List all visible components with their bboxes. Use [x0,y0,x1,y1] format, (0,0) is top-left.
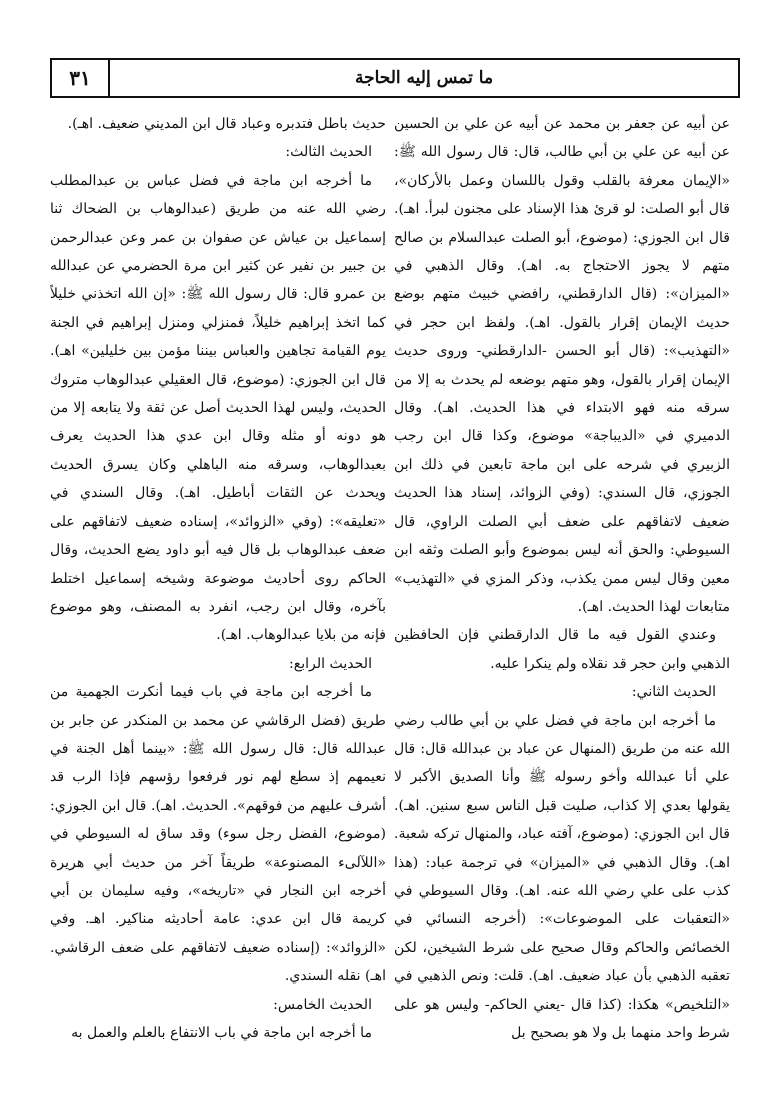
paragraph: ما أخرجه ابن ماجة في باب الانتفاع بالعلم والعمل به [71,1025,372,1041]
paragraph: وعندي القول فيه ما قال الدارقطني فإن الحافظين الذهبي وابن حجر قد نقلاه ولم ينكرا عليه. [394,627,730,672]
paragraph: حديث باطل فتدبره وعباد قال ابن المديني ضعيف. اهـ). [67,116,386,132]
section-heading: الحديث الخامس: [273,996,372,1013]
page-header [50,58,740,98]
section-heading: الحديث الثاني: [631,684,716,701]
paragraph: ما أخرجه ابن ماجة في باب فيما أنكرت الجهمية من طريق (فضل الرقاشي عن محمد بن المنكدر عن جابر بن عبدالله قال: قال رسول الله ﷺ: «بينما أهل الجنة في نعيمهم إذ سطع لهم نور فرفعوا رؤسهم فإذا الرب قد أشرف عليهم من فوقهم». الحديث. اهـ). قال ابن الجوزي: (موضوع، الفضل رجل سوء) وقد ساق له السيوطي في «اللآلىء المصنوعة» طريقاً آخر من حديث أبي هريرة أخرجه ابن النجار في «تاريخه»، وفيه سليمان بن أبي كريمة قال ابن عدي: عامة أحاديثه مناكير. اهـ. وفي «الزوائد»: (إسناده ضعيف لاتفاقهم على ضعف الرقاشي. اهـ) نقله السندي. [50,684,386,985]
section-heading: الحديث الثالث: [285,144,372,161]
section-heading: الحديث الرابع: [288,655,372,672]
left-column [50,110,386,1100]
running-title: ما تمس إليه الحاجة [354,68,494,88]
paragraph: ما أخرجه ابن ماجة في فضل عباس بن عبدالمطلب رضي الله عنه من طريق (عبدالوهاب بن الضحاك ثنا إسماعيل بن عياش عن صفوان بن عمر وعن عبدالرحمن بن جبير بن نفير عن كثير ابن مرة الحضرمي عن عبدالله بن عمرو قال: قال رسول الله ﷺ: «إن الله اتخذني خليلاً كما اتخذ إبراهيم خليلاً، فمنزلي ومنزل إبراهيم في الجنة يوم القيامة تجاهين والعباس بيننا مؤمن بين خليلين» اهـ). قال ابن الجوزي: (موضوع، قال العقيلي عبدالوهاب متروك الحديث، وليس لهذا الحديث أصل عن ثقة ولا يتابعه إلا من هو دونه أو مثله وقال ابن عدي هذا الحديث يعرف بعبدالوهاب، وسرقه منه الباهلي وكان يسرق الحديث ويحدث عن الثقات أباطيل. اهـ). وقال السندي في «تعليقه»: (وفي «الزوائد»، إسناده ضعيف لاتفاقهم على ضعف عبدالوهاب بل قال فيه أبو داود يضع الحديث، وقال الحاكم روى أحاديث موضوعة وشيخه إسماعيل اختلط بآخره، وقال ابن رجب، انفرد به المصنف، وهو موضوع فإنه من بلايا عبدالوهاب. اهـ). [50,172,386,644]
paragraph: عن أبيه عن جعفر بن محمد عن أبيه عن علي بن الحسين عن أبيه عن علي بن أبي طالب، قال: قال رسول الله ﷺ: «الإيمان معرفة بالقلب وقول باللسان وعمل بالأركان»، قال أبو الصلت: لو قرئ هذا الإسناد على مجنون لبرأ. اهـ). قال ابن الجوزي: (موضوع، أبو الصلت عبدالسلام بن صالح متهم لا يجوز الاحتجاج به. اهـ). وقال الذهبي في «الميزان»: (قال الدارقطني، رافضي خبيث متهم بوضع حديث الإيمان إقرار بالقول. اهـ). ولفظ ابن حجر في «التهذيب»: (قال أبو الحسن -الدارقطني- وروى حديث الإيمان إقرار بالقول، وهو متهم بوضعه لم يحدث به إلا من سرقه منه فهو الابتداء في هذا الحديث. اهـ). وقال الدميري في «الديباجة» موضوع، وكذا قال ابن رجب الزبيري في شرحه على ابن ماجة تابعين في ذلك ابن الجوزي، قال السندي: (وفي الزوائد، إسناد هذا الحديث ضعيف لاتفاقهم على ضعف أبي الصلت الراوي، قال السيوطي: والحق أنه ليس بموضوع وأبو الصلت وثقه ابن معين وقال ليس ممن يكذب، وذكر المزي في «التهذيب» متابعات لهذا الحديث. اهـ). [394,116,730,615]
page-number: ٣١ [52,60,110,96]
paragraph: ما أخرجه ابن ماجة في فضل علي بن أبي طالب رضي الله عنه من طريق (المنهال عن عباد بن عبدالله قال: قال علي أنا عبدالله وأخو رسوله ﷺ وأنا الصديق الأكبر لا يقولها بعدي إلا كذاب، صليت قبل الناس سبع سنين. اهـ). قال ابن الجوزي: (موضوع، آفته عباد، والمنهال تركه شعبة. اهـ). وقال الذهبي في «الميزان» في ترجمة عباد: (هذا كذب على علي رضي الله عنه. اهـ). وقال السيوطي في «التعقبات على الموضوعات»: (أخرجه النسائي في الخصائص والحاكم وقال صحيح على شرط الشيخين، لكن تعقبه الذهبي بأن عباد ضعيف. اهـ). قلت: ونص الذهبي في «التلخيص» هكذا: (كذا قال -يعني الحاكم- وليس هو على شرط واحد منهما بل ولا هو بصحيح بل [394,712,730,1041]
right-column [394,110,730,1100]
